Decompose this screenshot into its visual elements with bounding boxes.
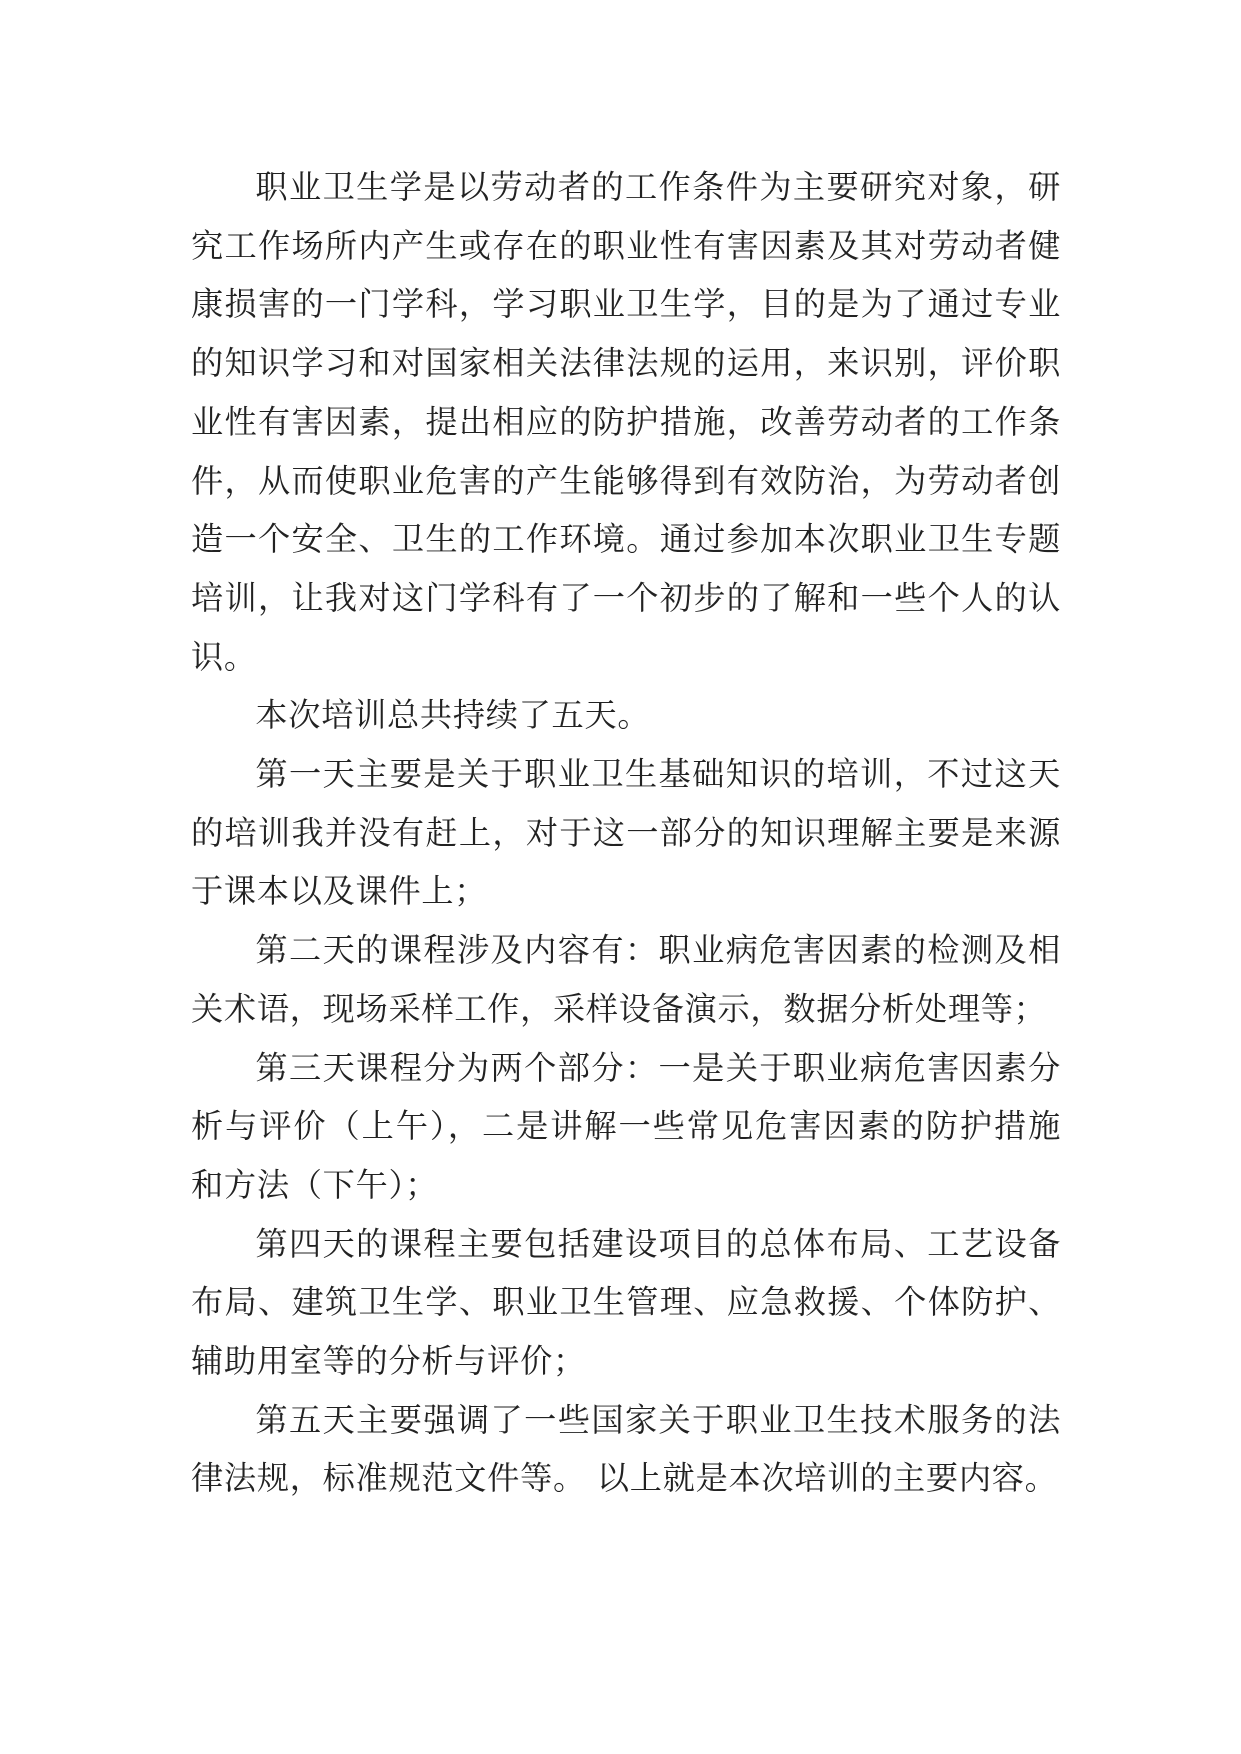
paragraph-intro: 职业卫生学是以劳动者的工作条件为主要研究对象，研究工作场所内产生或存在的职业性有害因素及其对劳动者健康损害的一门学科，学习职业卫生学，目的是为了通过专业的知识学习和对国家相关法律法规的运用，来识别，评价职业性有害因素，提出相应的防护措施，改善劳动者的工作条件，从而使职业危害的产生能够得到有效防治，为劳动者创造一个安全、卫生的工作环境。通过参加本次职业卫生专题培训，让我对这门学科有了一个初步的了解和一些个人的认识。: [191, 168, 1061, 676]
document-body: [191, 158, 1061, 1508]
paragraph-duration: 本次培训总共持续了五天。: [255, 696, 651, 735]
paragraph-day-4: 第四天的课程主要包括建设项目的总体布局、工艺设备布局、建筑卫生学、职业卫生管理、应急救援、个体防护、辅助用室等的分析与评价；: [191, 1224, 1061, 1381]
paragraph-day-1: 第一天主要是关于职业卫生基础知识的培训，不过这天的培训我并没有赶上，对于这一部分的知识理解主要是来源于课本以及课件上；: [191, 755, 1061, 911]
paragraph-day-2: 第二天的课程涉及内容有：职业病危害因素的检测及相关术语，现场采样工作，采样设备演示，数据分析处理等；: [191, 931, 1061, 1028]
paragraph-day-5: 第五天主要强调了一些国家关于职业卫生技术服务的法律法规，标准规范文件等。 以上就是本次培训的主要内容。: [191, 1400, 1061, 1498]
paragraph-day-3: 第三天课程分为两个部分：一是关于职业病危害因素分析与评价（上午），二是讲解一些常见危害因素的防护措施和方法（下午）；: [191, 1048, 1061, 1204]
